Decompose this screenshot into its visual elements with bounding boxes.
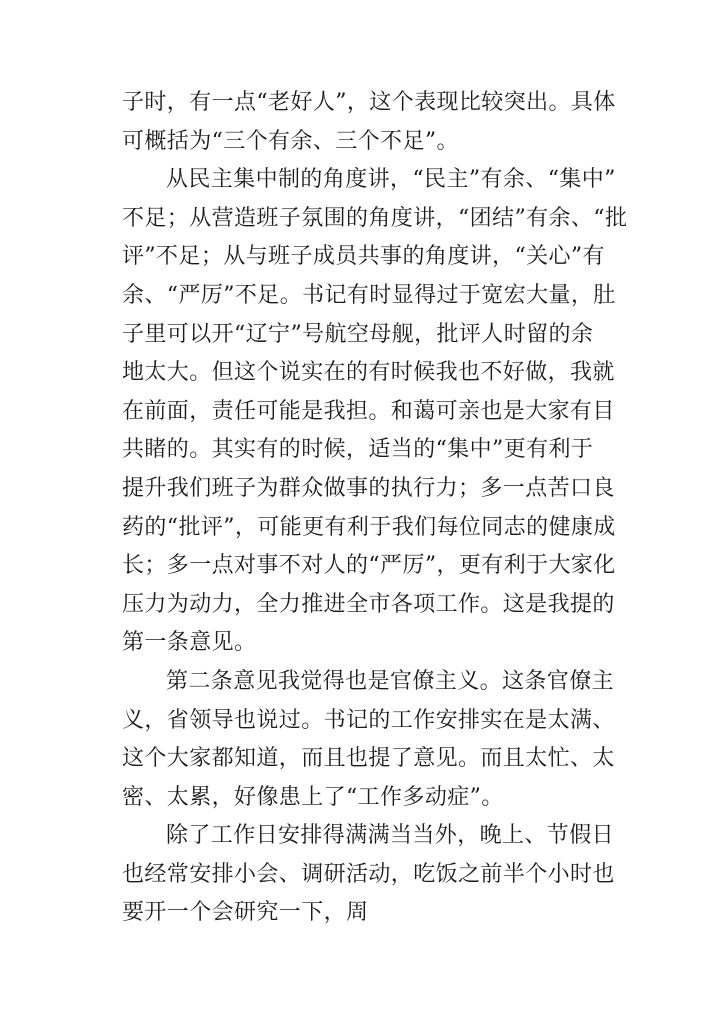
text-line: 提升我们班子为群众做事的执行力；多一点苦口良 [122,475,615,501]
text-line: 评”不足；从与班子成员共事的角度讲，“关心”有 [122,244,605,270]
text-line: 压力为动力，全力推进全市各项工作。这是我提的 [122,591,615,617]
text-line: 也经常安排小会、调研活动，吃饭之前半个小时也 [122,861,615,887]
text-line: 在前面，责任可能是我担。和蔼可亲也是大家有目 [122,398,615,424]
text-line: 长；多一点对事不对人的“严厉”，更有利于大家化 [122,553,616,579]
text-line: 义，省领导也说过。书记的工作安排实在是太满、 [122,707,615,733]
text-line: 第二条意见我觉得也是官僚主义。这条官僚主 [166,668,615,694]
text-line: 共睹的。其实有的时候，适当的“集中”更有利于 [122,437,594,463]
text-line: 第一条意见。 [122,630,257,656]
text-line: 除了工作日安排得满满当当外，晚上、节假日 [166,823,615,849]
text-line: 从民主集中制的角度讲，“民主”有余、“集中” [166,167,616,193]
text-line: 可概括为“三个有余、三个不足”。 [122,128,459,154]
text-line: 药的“批评”，可能更有利于我们每位同志的健康成 [122,514,616,540]
body-text [122,84,628,933]
text-line: 密、太累，好像患上了“工作多动症”。 [122,784,504,810]
text-line: 余、“严厉”不足。书记有时显得过于宽宏大量，肚 [122,282,616,308]
text-line: 不足；从营造班子氛围的角度讲，“团结”有余、“批 [122,205,628,231]
text-line: 地太大。但这个说实在的有时候我也不好做，我就 [122,360,615,386]
text-line: 这个大家都知道，而且也提了意见。而且太忙、太 [122,746,615,772]
text-line: 要开一个会研究一下，周 [122,900,369,926]
text-line: 子时，有一点“老好人”，这个表现比较突出。具体 [122,90,616,115]
text-line: 子里可以开“辽宁”号航空母舰，批评人时留的余 [122,321,594,347]
